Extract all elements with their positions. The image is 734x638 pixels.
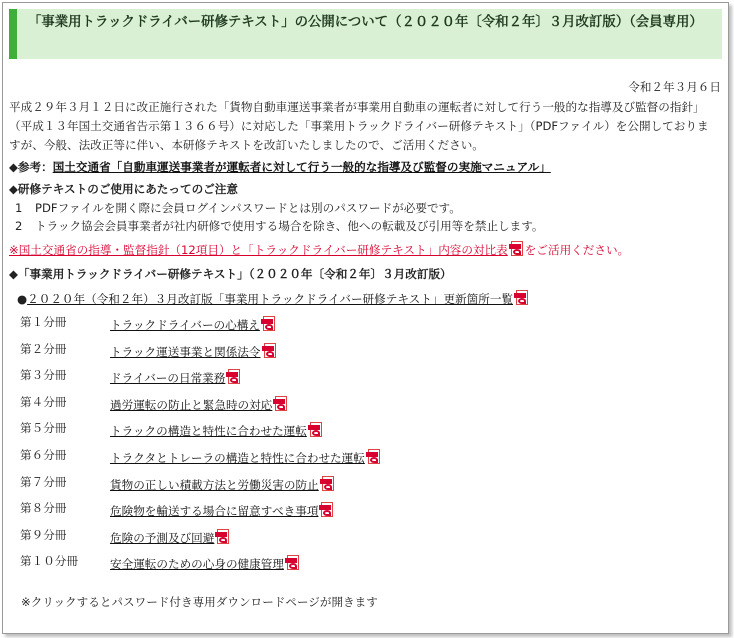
comparison-table-link[interactable]: ※国土交通省の指導・監督指針（12項目）と「トラックドライバー研修テキスト」内容の対比表 bbox=[9, 243, 508, 257]
pdf-icon[interactable] bbox=[509, 241, 525, 258]
volume-label: 第７分冊 bbox=[20, 474, 67, 489]
volume-label: 第４分冊 bbox=[20, 394, 67, 409]
volume-row bbox=[3, 418, 728, 445]
volume-label: 第１分冊 bbox=[20, 315, 67, 329]
volume-row bbox=[3, 445, 728, 472]
download-footnote: ※クリックするとパスワード付き専用ダウンロードページが開きます bbox=[21, 594, 378, 609]
volume-link[interactable]: 危険物を輸送する場合に留意すべき事項 bbox=[110, 502, 335, 519]
volume-label: 第３分冊 bbox=[20, 368, 67, 383]
page-frame bbox=[2, 2, 729, 634]
volume-label: 第６分冊 bbox=[20, 447, 67, 462]
note-text: トラック協会会員事業者が社内研修で使用する場合を除き、他への転載及び引用等を禁止します。 bbox=[35, 219, 544, 233]
publish-date: 令和２年３月６日 bbox=[628, 80, 721, 94]
note-text: PDFファイルを開く際に会員ログインパスワードとは別のパスワードが必要です。 bbox=[35, 201, 461, 215]
reference-line bbox=[9, 157, 728, 177]
pdf-icon[interactable] bbox=[514, 290, 530, 307]
volume-label: 第８分冊 bbox=[20, 501, 67, 516]
comparison-table-line bbox=[9, 240, 728, 260]
pdf-icon[interactable] bbox=[320, 476, 336, 493]
pdf-icon[interactable] bbox=[308, 422, 324, 439]
pdf-icon[interactable] bbox=[215, 529, 231, 546]
volume-link[interactable]: トラック運送事業と関係法令 bbox=[110, 343, 278, 360]
volume-link[interactable]: トラックドライバーの心構え bbox=[110, 316, 277, 333]
volume-label: 第２分冊 bbox=[20, 341, 67, 356]
intro-paragraph: 平成２９年３月１２日に改正施行された「貨物自動車運送事業者が事業用自動車の運転者に対して行う一般的な指導及び監督の指針」（平成１３年国土交通省告示第１３６６号）に対応した「事業用トラックドライバー研修テキスト」（PDFファイル）を公開しておりますが、今般、法改正等に伴い、本研修テキストを改訂いたしましたので、ご活用ください。 bbox=[9, 100, 709, 152]
usage-note bbox=[15, 217, 728, 235]
update-list-line bbox=[17, 288, 728, 310]
volume-list bbox=[3, 312, 728, 578]
volume-label: 第１０分冊 bbox=[20, 554, 78, 569]
volume-link[interactable]: 安全運転のための心身の健康管理 bbox=[110, 555, 301, 572]
section-title: ◆「事業用トラックドライバー研修テキスト」（２０２０年〔令和２年〕３月改訂版） bbox=[9, 267, 452, 281]
volume-row bbox=[3, 525, 728, 552]
note-number: 1 bbox=[15, 201, 23, 215]
volume-link[interactable]: トラクタとトレーラの構造と特性に合わせた運転 bbox=[110, 449, 382, 466]
volume-row bbox=[3, 392, 728, 419]
volume-row bbox=[3, 365, 728, 392]
usage-note bbox=[15, 199, 728, 217]
pdf-icon[interactable] bbox=[285, 555, 301, 572]
pdf-icon[interactable] bbox=[262, 343, 278, 360]
volume-link[interactable]: 危険の予測及び回避 bbox=[110, 529, 231, 546]
volume-label: 第９分冊 bbox=[20, 527, 67, 542]
mlit-manual-link[interactable]: 国土交通省「自動車運送事業者が運転者に対して行う一般的な指導及び監督の実施マニュアル」 bbox=[52, 160, 551, 174]
pdf-icon[interactable] bbox=[226, 369, 242, 386]
comparison-suffix: をご活用ください。 bbox=[524, 243, 630, 257]
volume-link[interactable]: 過労運転の防止と緊急時の対応 bbox=[110, 396, 289, 413]
volume-row bbox=[3, 312, 728, 339]
volume-label: 第５分冊 bbox=[20, 421, 67, 436]
bullet-icon: ● bbox=[17, 292, 28, 306]
volume-link[interactable]: トラックの構造と特性に合わせた運転 bbox=[110, 422, 324, 439]
usage-notes-title: ◆研修テキストのご使用にあたってのご注意 bbox=[9, 182, 238, 196]
volume-link[interactable]: 貨物の正しい積載方法と労働災害の防止 bbox=[110, 476, 336, 493]
volume-row bbox=[3, 472, 728, 499]
note-number: 2 bbox=[15, 219, 23, 233]
volume-row bbox=[3, 498, 728, 525]
volume-row bbox=[3, 551, 728, 578]
pdf-icon[interactable] bbox=[273, 396, 289, 413]
volume-row bbox=[3, 339, 728, 366]
reference-prefix: ◆参考： bbox=[9, 160, 53, 174]
pdf-icon[interactable] bbox=[319, 502, 335, 519]
pdf-icon[interactable] bbox=[366, 449, 382, 466]
pdf-icon[interactable] bbox=[261, 316, 277, 333]
volume-link[interactable]: ドライバーの日常業務 bbox=[110, 369, 242, 386]
page-title: 「事業用トラックドライバー研修テキスト」の公開について（２０２０年〔令和２年〕３月改訂版）（会員専用） bbox=[9, 9, 722, 59]
update-list-link[interactable]: ２０２０年（令和２年）３月改訂版「事業用トラックドライバー研修テキスト」更新箇所一覧 bbox=[27, 292, 514, 306]
